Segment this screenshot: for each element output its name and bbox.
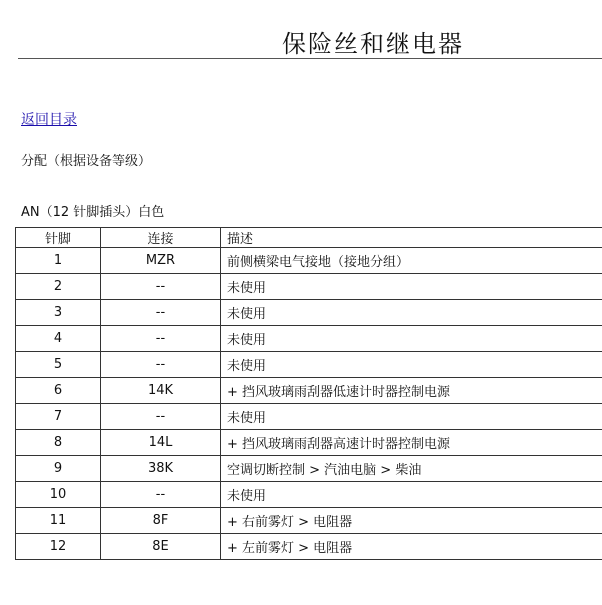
connection-cell: -- [101,482,221,508]
description-cell: 未使用 [221,274,602,300]
connection-cell: -- [101,300,221,326]
description-cell: + 挡风玻璃雨刮器低速计时器控制电源 [221,378,602,404]
table-row [16,352,602,378]
description-cell: 未使用 [221,300,602,326]
connector-heading: AN（12 针脚插头）白色 [21,205,165,220]
pin-cell: 11 [16,508,101,534]
pin-cell: 3 [16,300,101,326]
column-header-description: 描述 [221,228,602,248]
pin-cell: 4 [16,326,101,352]
connection-cell: 8E [101,534,221,560]
description-cell: 未使用 [221,326,602,352]
pin-cell: 7 [16,404,101,430]
pin-cell: 10 [16,482,101,508]
page-title: 保险丝和继电器 [282,30,464,58]
description-cell: 未使用 [221,482,602,508]
table-row [16,508,602,534]
column-header-connection: 连接 [101,228,221,248]
pin-cell: 6 [16,378,101,404]
table-row [16,456,602,482]
description-cell: 前侧横梁电气接地（接地分组） [221,248,602,274]
table-row [16,248,602,274]
pin-cell: 1 [16,248,101,274]
table-row [16,300,602,326]
table-header-row [16,228,602,248]
connection-cell: 14K [101,378,221,404]
pin-cell: 9 [16,456,101,482]
table-row [16,274,602,300]
column-header-pin: 针脚 [16,228,101,248]
description-cell: + 右前雾灯 > 电阻器 [221,508,602,534]
table-row [16,326,602,352]
pin-cell: 2 [16,274,101,300]
pin-cell: 8 [16,430,101,456]
distribution-heading: 分配（根据设备等级） [21,154,152,169]
connection-cell: MZR [101,248,221,274]
connection-cell: -- [101,326,221,352]
pin-table [15,227,602,560]
pin-cell: 5 [16,352,101,378]
table-row [16,482,602,508]
connection-cell: -- [101,404,221,430]
back-to-contents-link[interactable]: 返回目录 [21,112,77,128]
table-row [16,534,602,560]
connection-cell: 38K [101,456,221,482]
description-cell: 未使用 [221,404,602,430]
description-cell: + 左前雾灯 > 电阻器 [221,534,602,560]
connection-cell: -- [101,352,221,378]
table-row [16,404,602,430]
table-row [16,378,602,404]
connection-cell: 14L [101,430,221,456]
table-row [16,430,602,456]
description-cell: 未使用 [221,352,602,378]
connection-cell: 8F [101,508,221,534]
description-cell: 空调切断控制 > 汽油电脑 > 柴油 [221,456,602,482]
connection-cell: -- [101,274,221,300]
pin-cell: 12 [16,534,101,560]
title-divider [18,58,602,59]
description-cell: + 挡风玻璃雨刮器高速计时器控制电源 [221,430,602,456]
